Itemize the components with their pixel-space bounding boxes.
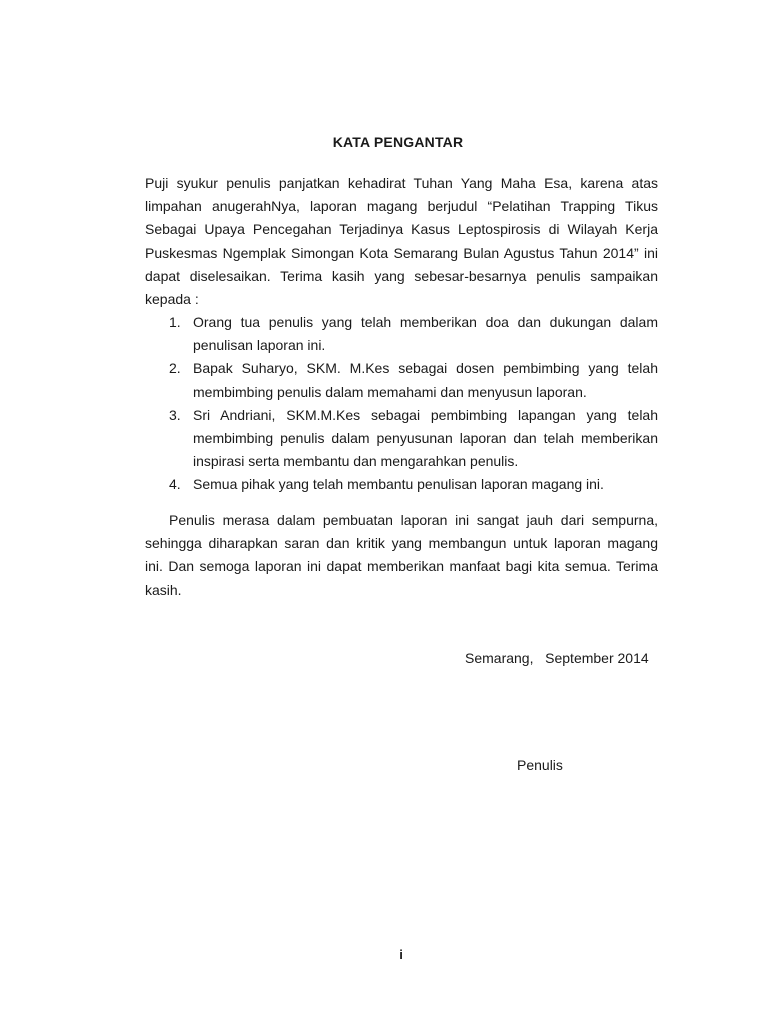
list-item-line: Semua pihak yang telah membantu penulisan laporan magang ini. [193,476,604,493]
list-item-line: penulisan laporan ini. [193,337,326,354]
list-item-line: membimbing penulis dalam memahami dan menyusun laporan. [193,383,587,400]
list-item [145,311,658,357]
list-item-line: membimbing penulis dalam penyusunan laporan dan telah memberikan [193,430,658,447]
list-number: 1. [169,314,181,330]
acknowledgement-list [145,311,658,497]
list-item-line: Bapak Suharyo, SKM. M.Kes sebagai dosen pembimbing yang telah [193,360,658,377]
closing-line: kasih. [145,581,182,598]
list-number: 4. [169,476,181,493]
intro-line: dapat diselesaikan. Terima kasih yang sebesar-besarnya penulis sampaikan [145,267,658,284]
place-date: Semarang, September 2014 [465,650,649,666]
signer-name: Penulis [517,757,563,773]
list-item-line: inspirasi serta membantu dan mengarahkan penulis. [193,453,519,470]
intro-line: Puskesmas Ngemplak Simongan Kota Semarang Bulan Agustus Tahun 2014” ini [145,244,658,261]
list-item [145,473,658,496]
intro-line: kepada : [145,291,199,308]
intro-line: limpahan anugerahNya, laporan magang berjudul “Pelatihan Trapping Tikus [145,198,658,215]
intro-line: Sebagai Upaya Pencegahan Terjadinya Kasus Leptospirosis di Wilayah Kerja [145,221,658,238]
list-number: 3. [169,406,181,423]
closing-line: sehingga diharapkan saran dan kritik yang membangun untuk laporan magang [145,535,658,552]
list-item [145,357,658,403]
list-item-line: Orang tua penulis yang telah memberikan doa dan dukungan dalam [193,314,658,330]
list-number: 2. [169,360,181,377]
intro-paragraph [145,172,658,311]
closing-line: Penulis merasa dalam pembuatan laporan ini sangat jauh dari sempurna, [169,512,658,528]
page-number: i [399,947,403,962]
page-title: KATA PENGANTAR [332,134,464,150]
closing-paragraph [145,509,658,602]
intro-line: Puji syukur penulis panjatkan kehadirat Tuhan Yang Maha Esa, karena atas [145,175,658,191]
list-item-line: Sri Andriani, SKM.M.Kes sebagai pembimbing lapangan yang telah [193,406,658,423]
closing-line: ini. Dan semoga laporan ini dapat memberikan manfaat bagi kita semua. Terima [145,558,658,575]
list-item [145,404,658,474]
